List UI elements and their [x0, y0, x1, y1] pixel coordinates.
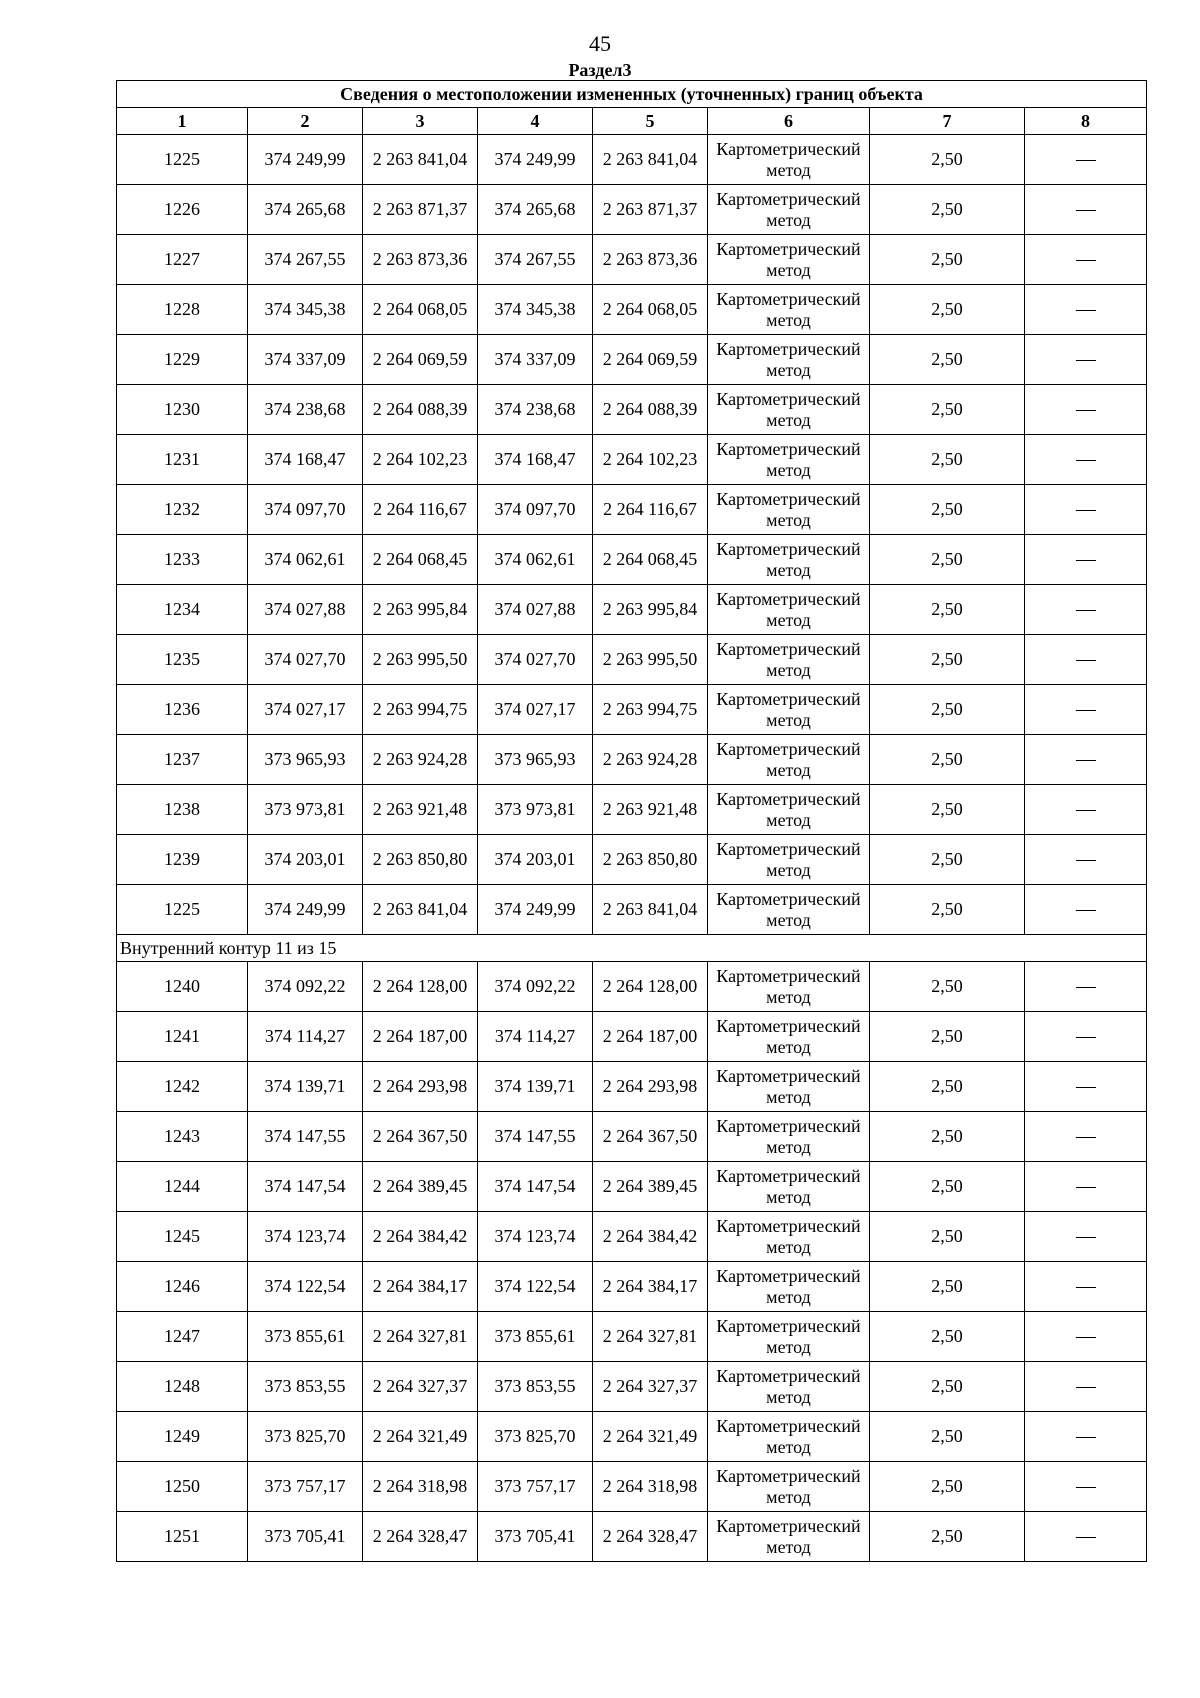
coord-y-new-cell: 2 263 873,36 [593, 235, 708, 285]
coord-x-cell: 374 092,22 [248, 962, 363, 1012]
column-header: 3 [363, 108, 478, 135]
coord-y-cell: 2 264 088,39 [363, 385, 478, 435]
accuracy-cell: 2,50 [870, 435, 1025, 485]
coord-y-cell: 2 264 068,45 [363, 535, 478, 585]
accuracy-cell: 2,50 [870, 185, 1025, 235]
table-row [117, 435, 1147, 485]
table-row [117, 1312, 1147, 1362]
method-cell: Картометрический метод [708, 735, 870, 785]
table-row [117, 1162, 1147, 1212]
coord-y-new-cell: 2 264 318,98 [593, 1462, 708, 1512]
empty-dash [1076, 987, 1096, 988]
point-number-cell: 1233 [117, 535, 248, 585]
empty-dash [1076, 1287, 1096, 1288]
coord-y-cell: 2 263 841,04 [363, 885, 478, 935]
table-row [117, 1212, 1147, 1262]
empty-dash [1076, 160, 1096, 161]
point-number-cell: 1243 [117, 1112, 248, 1162]
table-row [117, 135, 1147, 185]
coord-x-new-cell: 374 114,27 [478, 1012, 593, 1062]
empty-dash [1076, 1437, 1096, 1438]
empty-dash [1076, 760, 1096, 761]
empty-dash [1076, 310, 1096, 311]
accuracy-cell: 2,50 [870, 585, 1025, 635]
accuracy-cell: 2,50 [870, 1512, 1025, 1562]
method-cell: Картометрический метод [708, 1212, 870, 1262]
method-cell: Картометрический метод [708, 1062, 870, 1112]
method-cell: Картометрический метод [708, 835, 870, 885]
coord-x-cell: 373 973,81 [248, 785, 363, 835]
coord-y-new-cell: 2 263 994,75 [593, 685, 708, 735]
accuracy-cell: 2,50 [870, 1362, 1025, 1412]
table-header-row [117, 108, 1147, 135]
column-header: 1 [117, 108, 248, 135]
point-number-cell: 1236 [117, 685, 248, 735]
coord-y-cell: 2 264 069,59 [363, 335, 478, 385]
coord-y-cell: 2 263 994,75 [363, 685, 478, 735]
coord-x-cell: 374 147,55 [248, 1112, 363, 1162]
coord-x-cell: 374 249,99 [248, 135, 363, 185]
coord-x-cell: 374 062,61 [248, 535, 363, 585]
coord-y-new-cell: 2 264 088,39 [593, 385, 708, 435]
contour-row [117, 935, 1147, 962]
description-cell [1025, 735, 1147, 785]
coord-x-cell: 373 855,61 [248, 1312, 363, 1362]
table-row [117, 1012, 1147, 1062]
description-cell [1025, 635, 1147, 685]
accuracy-cell: 2,50 [870, 685, 1025, 735]
description-cell [1025, 1462, 1147, 1512]
coord-x-cell: 374 147,54 [248, 1162, 363, 1212]
table-row [117, 1462, 1147, 1512]
description-cell [1025, 1262, 1147, 1312]
description-cell [1025, 1312, 1147, 1362]
coord-x-cell: 373 705,41 [248, 1512, 363, 1562]
description-cell [1025, 1062, 1147, 1112]
point-number-cell: 1251 [117, 1512, 248, 1562]
coord-y-cell: 2 264 328,47 [363, 1512, 478, 1562]
point-number-cell: 1225 [117, 135, 248, 185]
accuracy-cell: 2,50 [870, 1462, 1025, 1512]
coord-x-cell: 374 139,71 [248, 1062, 363, 1112]
coord-x-new-cell: 374 203,01 [478, 835, 593, 885]
coord-x-cell: 374 114,27 [248, 1012, 363, 1062]
accuracy-cell: 2,50 [870, 1312, 1025, 1362]
table-row [117, 585, 1147, 635]
description-cell [1025, 585, 1147, 635]
coord-x-cell: 373 853,55 [248, 1362, 363, 1412]
description-cell [1025, 1362, 1147, 1412]
coord-y-cell: 2 264 384,42 [363, 1212, 478, 1262]
coord-y-cell: 2 263 924,28 [363, 735, 478, 785]
coord-y-new-cell: 2 264 367,50 [593, 1112, 708, 1162]
method-cell: Картометрический метод [708, 485, 870, 535]
method-cell: Картометрический метод [708, 635, 870, 685]
point-number-cell: 1232 [117, 485, 248, 535]
point-number-cell: 1248 [117, 1362, 248, 1412]
point-number-cell: 1241 [117, 1012, 248, 1062]
point-number-cell: 1230 [117, 385, 248, 435]
coord-x-new-cell: 373 825,70 [478, 1412, 593, 1462]
coord-x-new-cell: 374 147,55 [478, 1112, 593, 1162]
method-cell: Картометрический метод [708, 285, 870, 335]
table-row [117, 485, 1147, 535]
method-cell: Картометрический метод [708, 1012, 870, 1062]
accuracy-cell: 2,50 [870, 1162, 1025, 1212]
coord-y-cell: 2 264 293,98 [363, 1062, 478, 1112]
empty-dash [1076, 1137, 1096, 1138]
coord-x-new-cell: 373 973,81 [478, 785, 593, 835]
coord-y-new-cell: 2 263 921,48 [593, 785, 708, 835]
coord-x-new-cell: 374 147,54 [478, 1162, 593, 1212]
coord-x-new-cell: 373 855,61 [478, 1312, 593, 1362]
coord-x-cell: 374 168,47 [248, 435, 363, 485]
point-number-cell: 1244 [117, 1162, 248, 1212]
empty-dash [1076, 860, 1096, 861]
empty-dash [1076, 710, 1096, 711]
description-cell [1025, 435, 1147, 485]
coord-y-cell: 2 264 389,45 [363, 1162, 478, 1212]
point-number-cell: 1229 [117, 335, 248, 385]
point-number-cell: 1235 [117, 635, 248, 685]
accuracy-cell: 2,50 [870, 485, 1025, 535]
coord-x-new-cell: 373 705,41 [478, 1512, 593, 1562]
point-number-cell: 1227 [117, 235, 248, 285]
point-number-cell: 1250 [117, 1462, 248, 1512]
point-number-cell: 1240 [117, 962, 248, 1012]
coord-x-new-cell: 374 097,70 [478, 485, 593, 535]
contour-label: Внутренний контур 11 из 15 [117, 935, 1147, 962]
coord-x-new-cell: 374 027,88 [478, 585, 593, 635]
empty-dash [1076, 510, 1096, 511]
empty-dash [1076, 1387, 1096, 1388]
empty-dash [1076, 1037, 1096, 1038]
table-row [117, 535, 1147, 585]
coord-y-new-cell: 2 263 841,04 [593, 135, 708, 185]
point-number-cell: 1242 [117, 1062, 248, 1112]
coord-x-cell: 374 027,70 [248, 635, 363, 685]
description-cell [1025, 685, 1147, 735]
description-cell [1025, 1012, 1147, 1062]
point-number-cell: 1234 [117, 585, 248, 635]
empty-dash [1076, 810, 1096, 811]
description-cell [1025, 1162, 1147, 1212]
point-number-cell: 1245 [117, 1212, 248, 1262]
method-cell: Картометрический метод [708, 585, 870, 635]
coord-x-new-cell: 374 139,71 [478, 1062, 593, 1112]
method-cell: Картометрический метод [708, 1362, 870, 1412]
empty-dash [1076, 1237, 1096, 1238]
coord-y-new-cell: 2 263 995,50 [593, 635, 708, 685]
accuracy-cell: 2,50 [870, 1412, 1025, 1462]
coord-x-cell: 373 825,70 [248, 1412, 363, 1462]
coord-y-cell: 2 263 873,36 [363, 235, 478, 285]
coord-y-new-cell: 2 263 850,80 [593, 835, 708, 885]
accuracy-cell: 2,50 [870, 135, 1025, 185]
coord-x-new-cell: 374 027,70 [478, 635, 593, 685]
empty-dash [1076, 1337, 1096, 1338]
coord-x-new-cell: 374 238,68 [478, 385, 593, 435]
coord-y-cell: 2 263 871,37 [363, 185, 478, 235]
accuracy-cell: 2,50 [870, 335, 1025, 385]
coord-x-new-cell: 373 853,55 [478, 1362, 593, 1412]
accuracy-cell: 2,50 [870, 385, 1025, 435]
coord-y-cell: 2 264 068,05 [363, 285, 478, 335]
table-row [117, 1412, 1147, 1462]
coord-y-new-cell: 2 263 871,37 [593, 185, 708, 235]
accuracy-cell: 2,50 [870, 635, 1025, 685]
method-cell: Картометрический метод [708, 435, 870, 485]
description-cell [1025, 962, 1147, 1012]
accuracy-cell: 2,50 [870, 835, 1025, 885]
coord-y-new-cell: 2 264 389,45 [593, 1162, 708, 1212]
coord-x-cell: 374 203,01 [248, 835, 363, 885]
section-title: Раздел3 [568, 60, 632, 80]
coord-y-new-cell: 2 264 327,37 [593, 1362, 708, 1412]
coord-y-new-cell: 2 264 328,47 [593, 1512, 708, 1562]
method-cell: Картометрический метод [708, 685, 870, 735]
accuracy-cell: 2,50 [870, 1062, 1025, 1112]
table-caption-row [117, 81, 1147, 108]
table-row [117, 735, 1147, 785]
coord-x-new-cell: 374 265,68 [478, 185, 593, 235]
point-number-cell: 1238 [117, 785, 248, 835]
method-cell: Картометрический метод [708, 135, 870, 185]
table-row [117, 1062, 1147, 1112]
coord-y-new-cell: 2 263 924,28 [593, 735, 708, 785]
coordinates-table [116, 80, 1147, 1562]
coord-x-new-cell: 373 965,93 [478, 735, 593, 785]
empty-dash [1076, 1087, 1096, 1088]
coord-x-cell: 373 757,17 [248, 1462, 363, 1512]
method-cell: Картометрический метод [708, 962, 870, 1012]
accuracy-cell: 2,50 [870, 1012, 1025, 1062]
coord-y-cell: 2 263 850,80 [363, 835, 478, 885]
accuracy-cell: 2,50 [870, 1212, 1025, 1262]
empty-dash [1076, 560, 1096, 561]
coord-x-cell: 374 027,88 [248, 585, 363, 635]
description-cell [1025, 785, 1147, 835]
method-cell: Картометрический метод [708, 785, 870, 835]
coord-y-cell: 2 264 102,23 [363, 435, 478, 485]
point-number-cell: 1249 [117, 1412, 248, 1462]
page-number: 45 [589, 31, 611, 56]
column-header: 2 [248, 108, 363, 135]
coord-x-cell: 374 027,17 [248, 685, 363, 735]
coord-y-new-cell: 2 264 102,23 [593, 435, 708, 485]
accuracy-cell: 2,50 [870, 962, 1025, 1012]
coord-y-new-cell: 2 263 995,84 [593, 585, 708, 635]
description-cell [1025, 285, 1147, 335]
method-cell: Картометрический метод [708, 235, 870, 285]
empty-dash [1076, 910, 1096, 911]
coord-x-new-cell: 374 249,99 [478, 135, 593, 185]
method-cell: Картометрический метод [708, 1312, 870, 1362]
empty-dash [1076, 460, 1096, 461]
description-cell [1025, 335, 1147, 385]
empty-dash [1076, 1187, 1096, 1188]
description-cell [1025, 1412, 1147, 1462]
description-cell [1025, 885, 1147, 935]
coord-y-new-cell: 2 264 069,59 [593, 335, 708, 385]
coord-x-new-cell: 374 092,22 [478, 962, 593, 1012]
table-row [117, 1512, 1147, 1562]
method-cell: Картометрический метод [708, 335, 870, 385]
point-number-cell: 1239 [117, 835, 248, 885]
empty-dash [1076, 410, 1096, 411]
coord-y-cell: 2 264 384,17 [363, 1262, 478, 1312]
coord-x-cell: 374 122,54 [248, 1262, 363, 1312]
column-header: 6 [708, 108, 870, 135]
coord-x-new-cell: 374 345,38 [478, 285, 593, 335]
description-cell [1025, 385, 1147, 435]
empty-dash [1076, 1487, 1096, 1488]
coord-y-cell: 2 263 995,84 [363, 585, 478, 635]
table-row [117, 962, 1147, 1012]
accuracy-cell: 2,50 [870, 1262, 1025, 1312]
description-cell [1025, 1512, 1147, 1562]
table-row [117, 885, 1147, 935]
coord-y-cell: 2 264 321,49 [363, 1412, 478, 1462]
method-cell: Картометрический метод [708, 1162, 870, 1212]
coord-y-new-cell: 2 264 293,98 [593, 1062, 708, 1112]
coord-y-cell: 2 264 116,67 [363, 485, 478, 535]
point-number-cell: 1226 [117, 185, 248, 235]
coord-x-cell: 374 238,68 [248, 385, 363, 435]
coord-y-new-cell: 2 264 384,17 [593, 1262, 708, 1312]
coord-x-cell: 374 345,38 [248, 285, 363, 335]
accuracy-cell: 2,50 [870, 785, 1025, 835]
coord-y-new-cell: 2 264 068,45 [593, 535, 708, 585]
coord-y-new-cell: 2 264 068,05 [593, 285, 708, 335]
table-row [117, 1262, 1147, 1312]
column-header: 8 [1025, 108, 1147, 135]
empty-dash [1076, 1537, 1096, 1538]
point-number-cell: 1231 [117, 435, 248, 485]
empty-dash [1076, 360, 1096, 361]
table-row [117, 1362, 1147, 1412]
coord-x-new-cell: 374 267,55 [478, 235, 593, 285]
coord-y-new-cell: 2 264 327,81 [593, 1312, 708, 1362]
description-cell [1025, 485, 1147, 535]
coord-x-cell: 374 097,70 [248, 485, 363, 535]
method-cell: Картометрический метод [708, 1512, 870, 1562]
method-cell: Картометрический метод [708, 1262, 870, 1312]
coord-y-new-cell: 2 264 384,42 [593, 1212, 708, 1262]
coord-x-new-cell: 374 337,09 [478, 335, 593, 385]
coord-y-new-cell: 2 263 841,04 [593, 885, 708, 935]
coord-y-cell: 2 263 995,50 [363, 635, 478, 685]
point-number-cell: 1228 [117, 285, 248, 335]
description-cell [1025, 235, 1147, 285]
coord-x-new-cell: 373 757,17 [478, 1462, 593, 1512]
coord-x-new-cell: 374 168,47 [478, 435, 593, 485]
method-cell: Картометрический метод [708, 1112, 870, 1162]
method-cell: Картометрический метод [708, 185, 870, 235]
coord-y-cell: 2 263 841,04 [363, 135, 478, 185]
coord-x-new-cell: 374 027,17 [478, 685, 593, 735]
column-header: 5 [593, 108, 708, 135]
table-row [117, 385, 1147, 435]
accuracy-cell: 2,50 [870, 1112, 1025, 1162]
coord-x-new-cell: 374 249,99 [478, 885, 593, 935]
coord-y-cell: 2 264 327,37 [363, 1362, 478, 1412]
accuracy-cell: 2,50 [870, 285, 1025, 335]
table-row [117, 185, 1147, 235]
empty-dash [1076, 210, 1096, 211]
coord-x-cell: 374 265,68 [248, 185, 363, 235]
point-number-cell: 1246 [117, 1262, 248, 1312]
coord-y-cell: 2 264 327,81 [363, 1312, 478, 1362]
coord-x-cell: 374 337,09 [248, 335, 363, 385]
column-header: 4 [478, 108, 593, 135]
method-cell: Картометрический метод [708, 885, 870, 935]
table-row [117, 285, 1147, 335]
description-cell [1025, 1112, 1147, 1162]
method-cell: Картометрический метод [708, 1412, 870, 1462]
table-row [117, 335, 1147, 385]
coord-y-new-cell: 2 264 116,67 [593, 485, 708, 535]
coord-x-cell: 373 965,93 [248, 735, 363, 785]
method-cell: Картометрический метод [708, 535, 870, 585]
coord-x-cell: 374 267,55 [248, 235, 363, 285]
table-row [117, 785, 1147, 835]
coord-y-cell: 2 264 128,00 [363, 962, 478, 1012]
description-cell [1025, 185, 1147, 235]
table-row [117, 635, 1147, 685]
description-cell [1025, 835, 1147, 885]
coord-x-new-cell: 374 123,74 [478, 1212, 593, 1262]
table-row [117, 835, 1147, 885]
coord-x-cell: 374 123,74 [248, 1212, 363, 1262]
coord-x-new-cell: 374 062,61 [478, 535, 593, 585]
coord-y-new-cell: 2 264 321,49 [593, 1412, 708, 1462]
accuracy-cell: 2,50 [870, 885, 1025, 935]
coord-y-cell: 2 264 187,00 [363, 1012, 478, 1062]
table-caption: Сведения о местоположении измененных (уточненных) границ объекта [117, 81, 1147, 108]
coord-y-new-cell: 2 264 128,00 [593, 962, 708, 1012]
empty-dash [1076, 660, 1096, 661]
point-number-cell: 1247 [117, 1312, 248, 1362]
method-cell: Картометрический метод [708, 1462, 870, 1512]
coord-x-new-cell: 374 122,54 [478, 1262, 593, 1312]
accuracy-cell: 2,50 [870, 735, 1025, 785]
table-row [117, 685, 1147, 735]
description-cell [1025, 535, 1147, 585]
coord-y-cell: 2 264 367,50 [363, 1112, 478, 1162]
empty-dash [1076, 260, 1096, 261]
point-number-cell: 1237 [117, 735, 248, 785]
table-row [117, 1112, 1147, 1162]
description-cell [1025, 1212, 1147, 1262]
coord-y-new-cell: 2 264 187,00 [593, 1012, 708, 1062]
column-header: 7 [870, 108, 1025, 135]
accuracy-cell: 2,50 [870, 535, 1025, 585]
coord-x-cell: 374 249,99 [248, 885, 363, 935]
table-row [117, 235, 1147, 285]
method-cell: Картометрический метод [708, 385, 870, 435]
coord-y-cell: 2 264 318,98 [363, 1462, 478, 1512]
accuracy-cell: 2,50 [870, 235, 1025, 285]
point-number-cell: 1225 [117, 885, 248, 935]
empty-dash [1076, 610, 1096, 611]
description-cell [1025, 135, 1147, 185]
coord-y-cell: 2 263 921,48 [363, 785, 478, 835]
